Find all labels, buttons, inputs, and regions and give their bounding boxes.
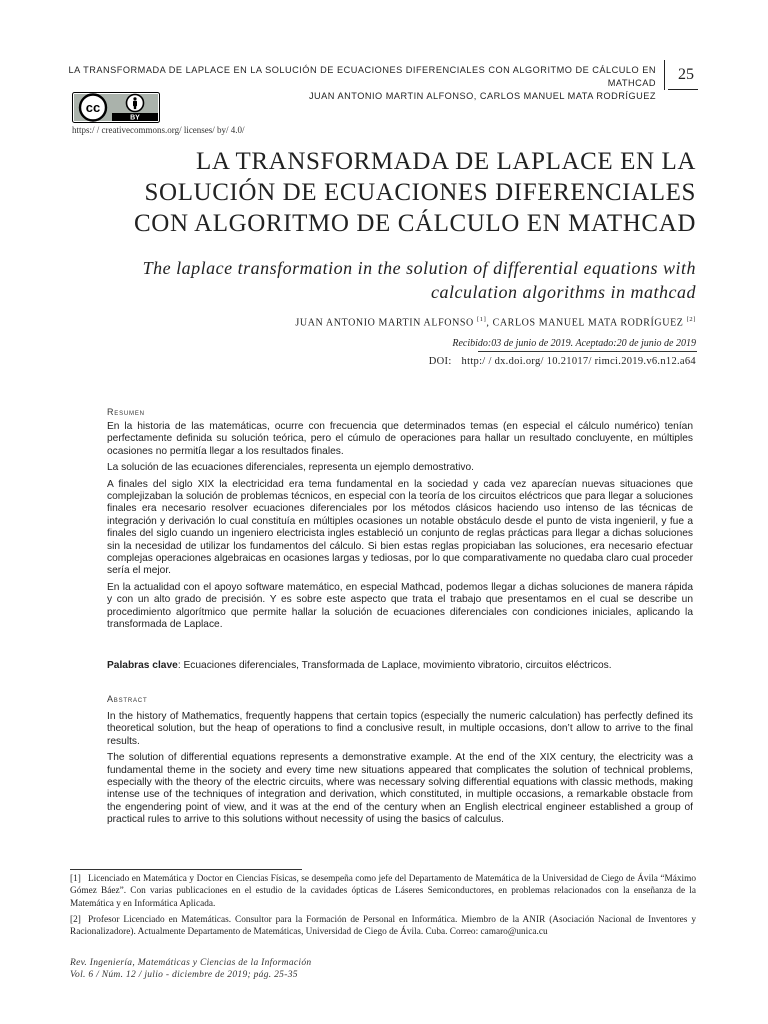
keywords [107, 660, 693, 671]
license-url[interactable]: https:/ / creativecommons.org/ licenses/ by/ 4.0/ [72, 125, 245, 135]
cc-by-badge [72, 92, 160, 128]
resumen-paragraph: A finales del siglo XIX la electricidad era tema fundamental en la sociedad y cada vez aparecían nuevas situaciones que complejizaban la solución de problemas técnicos, en especial con la teoría de los circuitos eléctricos que para llegar a soluciones finales era necesario resolver ecuaciones diferenciales por los métodos clásicos haciendo uso intenso de las técnicas de integración y derivación lo cual constituía en múltiples ocasiones un notable obstáculo desde el punto de vista ingenieril, y fue a finales del siglo cuando un ingeniero electricista ingles estableció un conjunto de reglas prácticas para llegar a dichas soluciones sin la necesidad de utilizar los fundamentos del cálculo. Si bien estas reglas propiciaban las soluciones, era necesario efectuar complejas operaciones algebraicas en ocasiones largas y tediosas, por lo que comparativamente no quedaba claro cual proceder sería el mejor. [107, 478, 693, 577]
running-header-title: LA TRANSFORMADA DE LAPLACE EN LA SOLUCIÓN DE ECUACIONES DIFERENCIALES CON ALGORITMO DE CÁLCULO EN MATHCAD [68, 65, 656, 88]
title-line: LA TRANSFORMADA DE LAPLACE EN LA [195, 148, 696, 175]
subtitle-line: The laplace transformation in the solution of differential equations with [142, 258, 696, 278]
abstract-heading: Abstract [107, 694, 148, 704]
author-name: JUAN ANTONIO MARTIN ALFONSO [295, 317, 474, 329]
journal-footer [70, 957, 311, 981]
page-number-underline [668, 89, 698, 90]
footnote [70, 873, 696, 910]
by-label: BY [130, 114, 140, 122]
resumen-paragraph: En la historia de las matemáticas, ocurre con frecuencia que determinados temas (en especial el cálculo numérico) tenían perfectamente definida su solución teórica, pero el cúmulo de operaciones para hallar un resultado concluyente, en múltiples ocasiones no permitía llegar a los resultados finales. [107, 421, 693, 457]
journal-name: Rev. Ingeniería, Matemáticas y Ciencias de la Información [70, 958, 312, 968]
footnote-text: Profesor Licenciado en Matemáticas. Consultor para la Formación de Personal en Informática. Miembro de la ANIR (Asociación Nacional de Inventores y Racionalizadore). Actualmente Departamento de Matemáticas, Universidad de Ciego de Ávila. Cuba. Correo: camaro@unica.cu [70, 915, 696, 938]
title-line: SOLUCIÓN DE ECUACIONES DIFERENCIALES [144, 179, 696, 206]
page-number: 25 [678, 66, 694, 83]
footnote-text: Licenciado en Matemática y Doctor en Ciencias Físicas, se desempeña como jefe del Departamento de Matemática de la Universidad de Ciego de Ávila “Máximo Gómez Báez”. Con varias publicaciones en el estudio de la cavidades ópticas de Láseres Semiconductores, en problemas relacionados con la enseñanza de la Matemática y en Informática Aplicada. [70, 874, 696, 909]
author-name: CARLOS MANUEL MATA RODRÍGUEZ [492, 317, 684, 329]
footnote-mark: [2] [70, 915, 81, 925]
article-title [70, 146, 696, 239]
resumen-paragraph: La solución de las ecuaciones diferenciales, representa un ejemplo demostrativo. [107, 462, 474, 474]
cc-license-icon [72, 92, 160, 123]
doi-label: DOI: [428, 356, 452, 367]
received-underline [478, 351, 697, 352]
author-separator: , [486, 317, 493, 329]
journal-issue: Vol. 6 / Núm. 12 / julio - diciembre de 2019; pág. 25-35 [70, 970, 298, 980]
resumen-paragraph: En la actualidad con el apoyo software matemático, en especial Mathcad, podemos llegar a dichas soluciones de manera rápida y con un alto grado de precisión. Y es sobre este aspecto que trata el trabajo que presentamos en el cual se describe un procedimiento algorítmico que permite hallar la solución de ecuaciones diferenciales con condiciones iniciales, aplicando la transformada de Laplace. [107, 581, 693, 631]
author-list [70, 316, 696, 328]
abstract-paragraph: The solution of differential equations represents a demonstrative example. At the end of the XIX century, the electricity was a fundamental theme in the society and every time new situations appeared that complicates the solution of technical problems, especially with the theory of the electric circuits, where was necessary solving differential equations with classic methods, making intense use of the techniques of integration and derivation, which constituted, in multiple occasions, a remarkable obstacle from the engendering point of view, and it was at the end of the century when an English electrical engineer established a group of practical rules to arrive to this solutions without necessity of using the basics of calculus. [107, 752, 693, 826]
abstract-paragraph: In the history of Mathematics, frequently happens that certain topics (especially the numeric calculation) has perfectly defined its theoretical solution, but the heap of operations to find a conclusive result, in multiple occasions, don’t allow to arrive to the final results. [107, 711, 693, 747]
resumen-body [107, 421, 693, 636]
footnote [70, 914, 696, 939]
abstract-body [107, 711, 693, 831]
keywords-value: Ecuaciones diferenciales, Transformada de Laplace, movimiento vibratorio, circuitos eléctricos. [180, 660, 612, 671]
running-header-authors: JUAN ANTONIO MARTIN ALFONSO, CARLOS MANUEL MATA RODRÍGUEZ [308, 91, 656, 101]
title-line: CON ALGORITMO DE CÁLCULO EN MATHCAD [134, 210, 696, 237]
footnote-mark: [1] [70, 874, 81, 884]
subtitle-line: calculation algorithms in mathcad [431, 282, 696, 302]
resumen-heading: Resumen [107, 407, 145, 417]
english-title [70, 256, 696, 304]
received-dates: Recibido:03 de junio de 2019. Aceptado:20 de junio de 2019 [452, 338, 696, 349]
doi-link[interactable]: http:/ / dx.doi.org/ 10.21017/ rimci.2019.v6.n12.a64 [461, 356, 696, 367]
footnote-divider [70, 869, 302, 870]
author-footnote-mark[interactable]: [2] [686, 316, 696, 323]
person-icon [133, 97, 136, 100]
cc-label: cc [85, 100, 101, 115]
author-footnote-mark[interactable]: [1] [476, 316, 487, 323]
header-divider [664, 60, 665, 90]
keywords-colon: : [177, 660, 181, 671]
doi-line [70, 356, 696, 367]
keywords-label: Palabras clave [107, 660, 178, 671]
